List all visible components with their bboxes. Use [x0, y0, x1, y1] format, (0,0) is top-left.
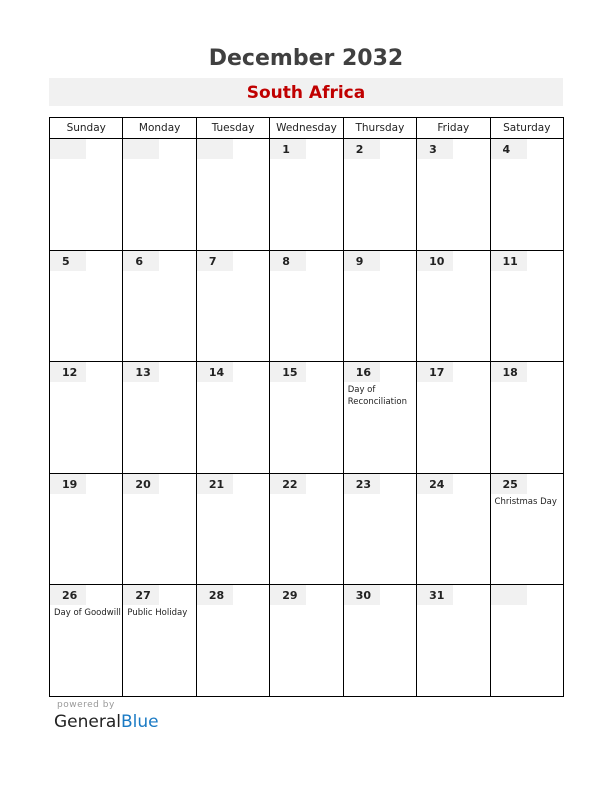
weekday-header: Sunday — [50, 118, 123, 139]
day-number-badge — [50, 474, 86, 494]
day-number-badge — [50, 362, 86, 382]
day-number: 8 — [282, 254, 290, 268]
day-number: 25 — [502, 477, 518, 491]
day-number: 9 — [355, 254, 364, 268]
day-cell — [196, 473, 269, 585]
day-number-badge — [123, 251, 159, 271]
day-cell — [50, 139, 123, 251]
day-number-badge — [491, 251, 527, 271]
day-number-badge — [123, 474, 159, 494]
day-number: 29 — [282, 589, 298, 602]
weekday-header: Monday — [123, 118, 196, 139]
day-number-badge — [417, 139, 453, 159]
day-cell — [343, 585, 416, 697]
day-cell — [123, 362, 196, 474]
country-banner: South Africa — [49, 78, 563, 106]
day-cell — [270, 585, 343, 697]
day-number: 30 — [355, 589, 371, 602]
holiday-label: Day of Goodwill — [54, 608, 121, 618]
day-cell — [490, 139, 563, 251]
day-cell — [50, 585, 123, 697]
weekday-header: Friday — [417, 118, 490, 139]
day-cell — [270, 139, 343, 251]
day-cell — [270, 250, 343, 362]
day-number: 21 — [208, 477, 225, 491]
day-cell — [417, 473, 490, 585]
day-number-badge — [270, 251, 306, 271]
day-number-badge — [50, 251, 86, 271]
weekday-header: Saturday — [490, 118, 563, 139]
week-row — [50, 139, 564, 251]
day-cell — [417, 139, 490, 251]
day-number-badge — [50, 139, 86, 159]
day-number-badge — [197, 585, 233, 605]
day-cell — [123, 139, 196, 251]
day-number-badge — [417, 585, 453, 605]
day-cell — [123, 473, 196, 585]
holiday-label: Christmas Day — [494, 496, 557, 507]
day-cell — [490, 473, 563, 585]
holiday-label: Public Holiday — [127, 608, 188, 618]
day-number: 23 — [355, 477, 371, 491]
day-cell — [50, 362, 123, 474]
day-number: 15 — [282, 366, 298, 379]
day-number-badge — [123, 585, 159, 605]
day-cell — [50, 250, 123, 362]
day-cell — [196, 139, 269, 251]
day-number-badge — [344, 362, 380, 382]
day-number: 22 — [282, 477, 298, 491]
day-number-badge — [197, 139, 233, 159]
weekday-header-row — [50, 118, 564, 139]
week-row — [50, 362, 564, 474]
day-number: 11 — [502, 254, 518, 268]
day-number: 17 — [429, 366, 445, 379]
day-number: 24 — [429, 477, 445, 491]
day-cell — [123, 585, 196, 697]
calendar-grid — [49, 117, 564, 697]
day-number: 28 — [208, 589, 225, 602]
brand-blue: Blue — [121, 712, 159, 732]
day-number-badge — [491, 362, 527, 382]
day-cell — [343, 362, 416, 474]
day-number-badge — [197, 474, 233, 494]
day-cell — [50, 473, 123, 585]
day-number-badge — [417, 474, 453, 494]
day-number-badge — [491, 139, 527, 159]
day-number-badge — [197, 251, 233, 271]
day-number: 3 — [429, 143, 437, 156]
day-number: 26 — [62, 589, 78, 602]
day-number: 19 — [62, 477, 78, 491]
day-number-badge — [270, 585, 306, 605]
day-number: 16 — [355, 366, 371, 379]
day-number: 1 — [282, 143, 290, 156]
day-number: 4 — [502, 143, 511, 156]
day-number: 12 — [62, 366, 78, 379]
day-cell — [270, 362, 343, 474]
day-number-badge — [417, 362, 453, 382]
week-row — [50, 250, 564, 362]
day-number: 27 — [135, 589, 151, 602]
day-number-badge — [491, 474, 527, 494]
day-cell — [490, 585, 563, 697]
day-number-badge — [344, 251, 380, 271]
day-cell — [196, 585, 269, 697]
day-number: 2 — [355, 143, 364, 156]
day-number-badge — [197, 362, 233, 382]
day-cell — [417, 362, 490, 474]
week-row — [50, 585, 564, 697]
day-cell — [417, 250, 490, 362]
day-cell — [490, 250, 563, 362]
generalblue-logo[interactable] — [54, 712, 159, 732]
powered-by-label: powered by — [57, 700, 115, 710]
day-number-badge — [270, 474, 306, 494]
calendar-title: December 2032 — [208, 46, 404, 71]
day-cell — [196, 362, 269, 474]
day-cell — [123, 250, 196, 362]
day-number: 7 — [208, 254, 217, 268]
day-cell — [196, 250, 269, 362]
brand-general: General — [54, 712, 121, 732]
day-cell — [490, 362, 563, 474]
day-cell — [343, 473, 416, 585]
day-number-badge — [344, 585, 380, 605]
day-number: 6 — [135, 254, 144, 268]
day-number-badge — [491, 585, 527, 605]
holiday-label: Day of Reconciliation — [347, 385, 407, 407]
day-number: 31 — [429, 589, 445, 602]
day-number-badge — [123, 362, 159, 382]
day-number-badge — [270, 139, 306, 159]
day-number: 13 — [135, 366, 151, 379]
day-cell — [270, 473, 343, 585]
day-number: 14 — [208, 366, 225, 379]
day-number-badge — [270, 362, 306, 382]
day-number: 18 — [502, 366, 518, 379]
day-number-badge — [344, 139, 380, 159]
day-cell — [343, 250, 416, 362]
day-number: 20 — [135, 477, 151, 491]
day-cell — [417, 585, 490, 697]
weekday-header: Thursday — [343, 118, 416, 139]
weekday-header: Tuesday — [196, 118, 269, 139]
day-number-badge — [344, 474, 380, 494]
week-row — [50, 473, 564, 585]
day-number: 10 — [429, 254, 445, 268]
day-number-badge — [123, 139, 159, 159]
day-number-badge — [50, 585, 86, 605]
day-number-badge — [417, 251, 453, 271]
day-number: 5 — [62, 254, 70, 268]
weekday-header: Wednesday — [270, 118, 343, 139]
day-cell — [343, 139, 416, 251]
